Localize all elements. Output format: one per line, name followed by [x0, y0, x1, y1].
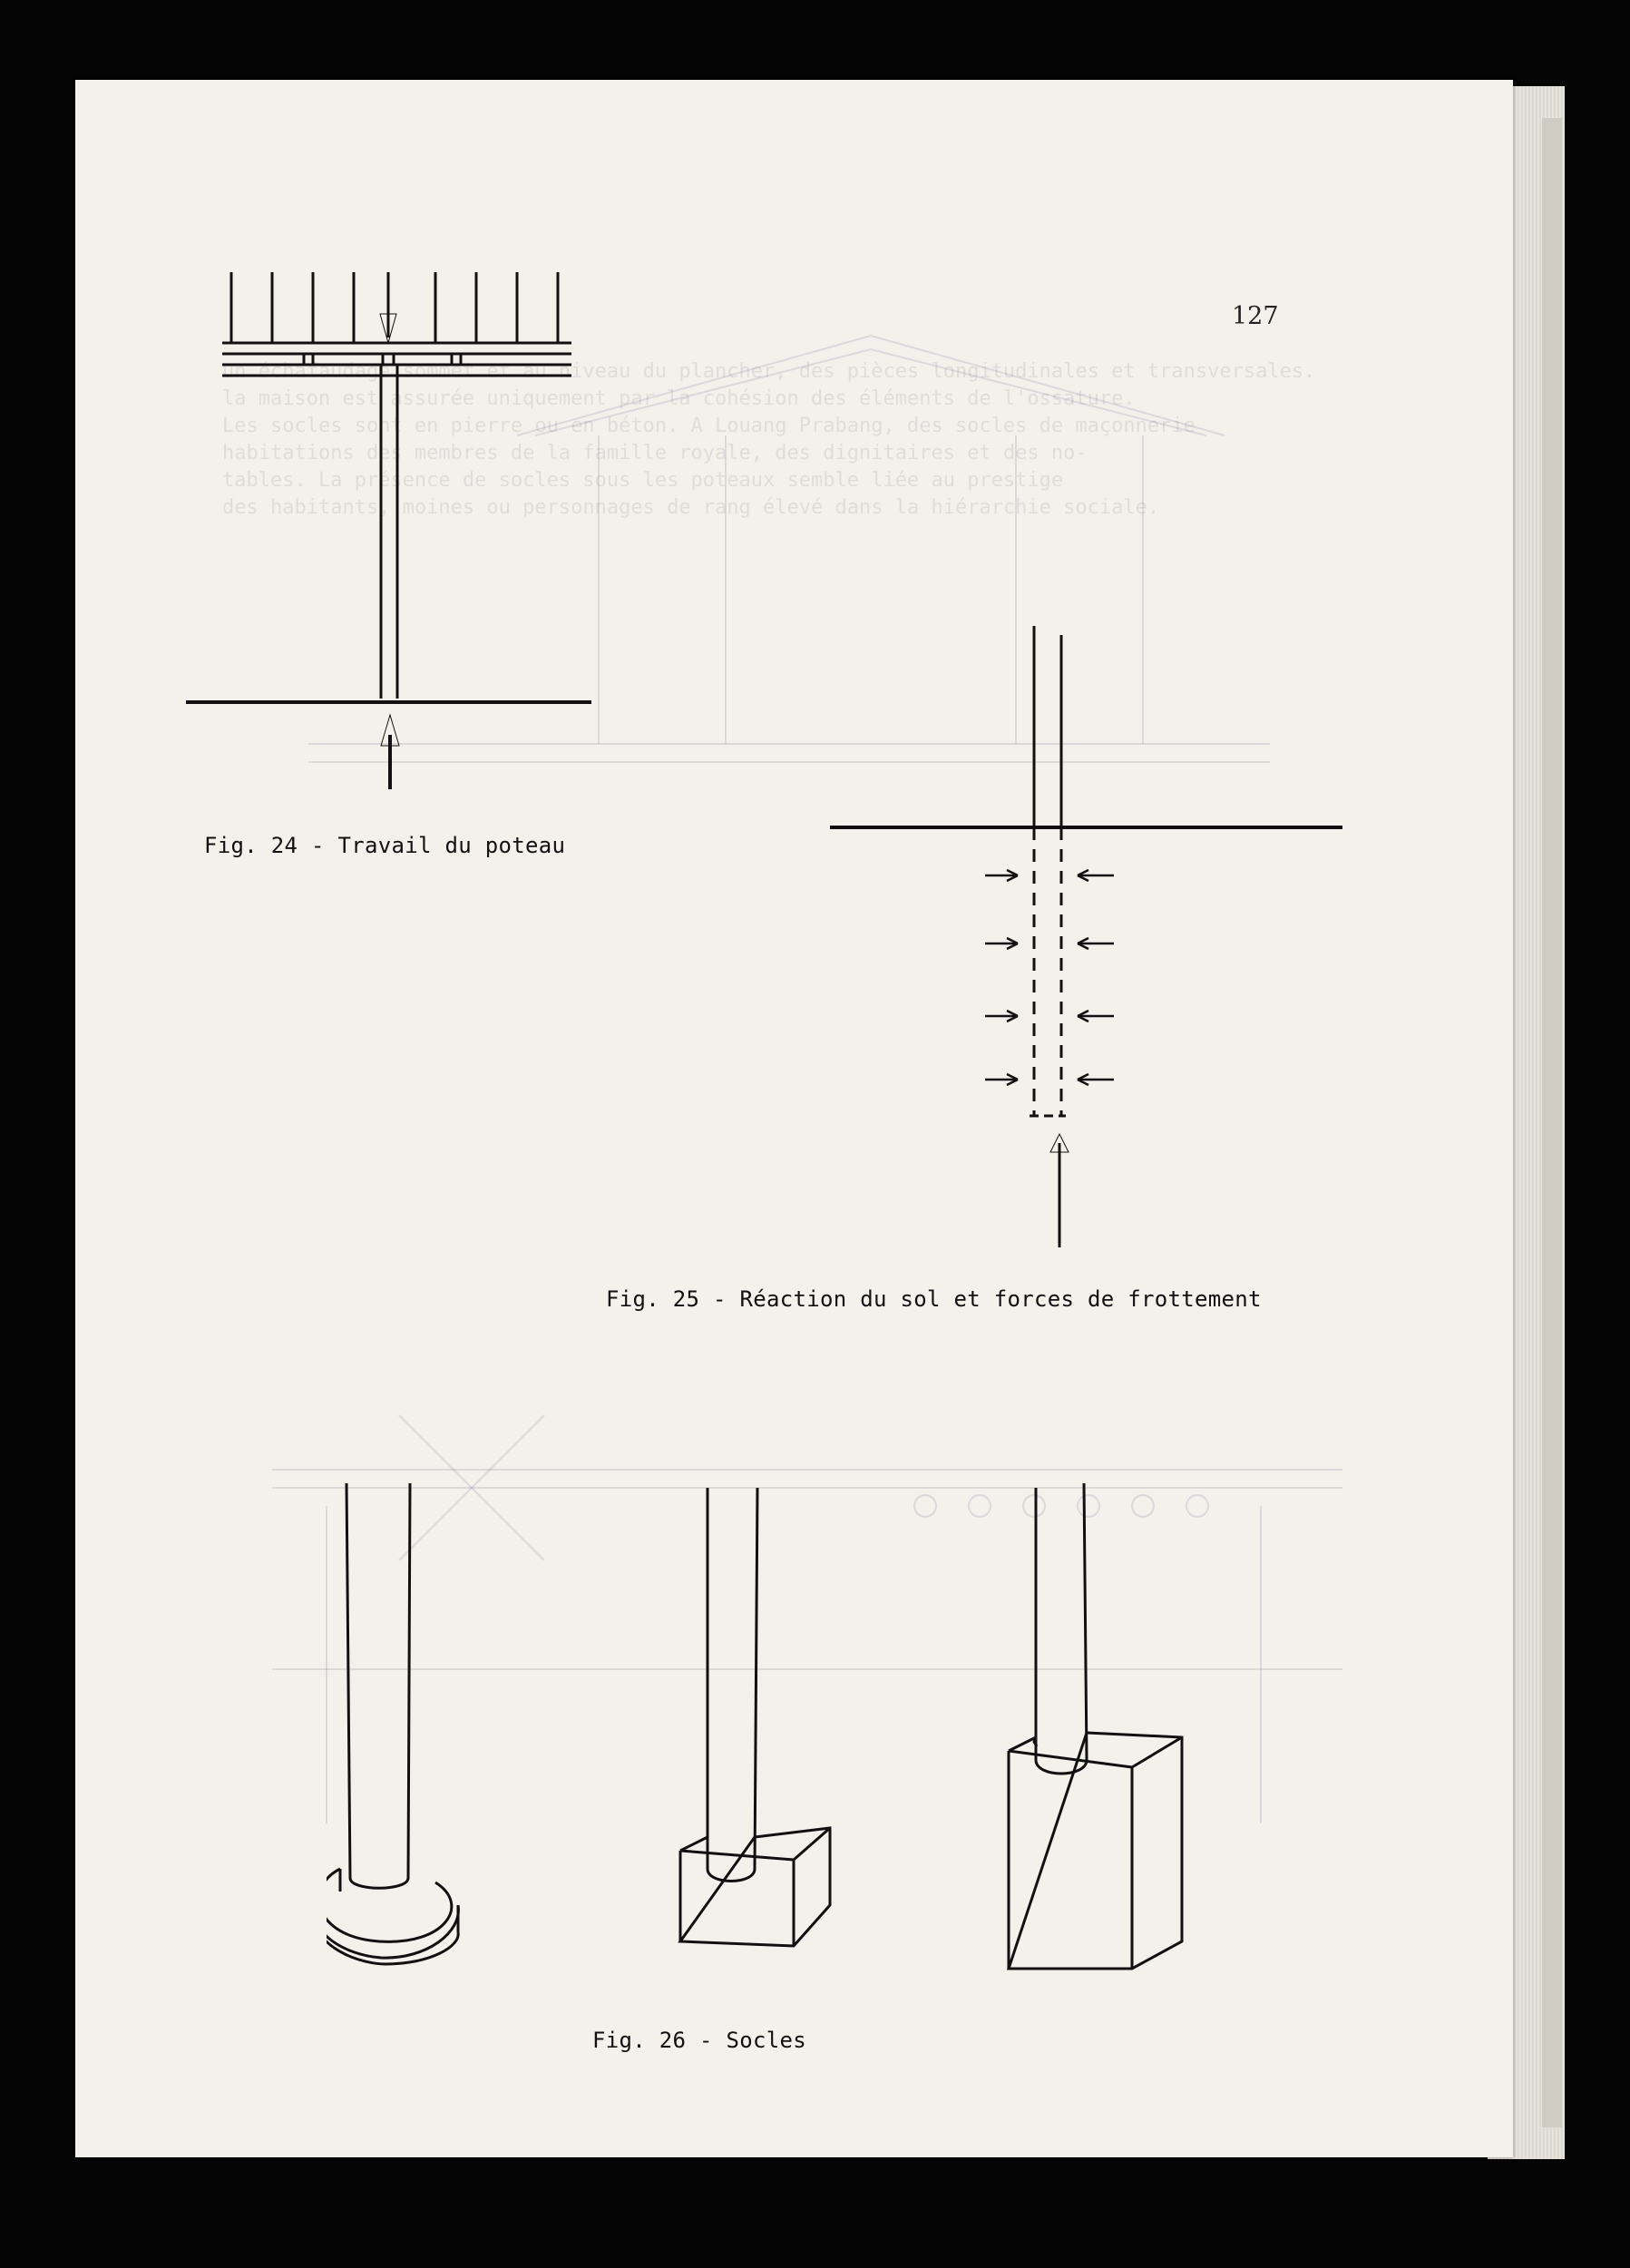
fig26-caption: Fig. 26 - Socles	[592, 2028, 806, 2053]
fig25-drawing	[825, 608, 1352, 1261]
page-edge-shadow	[1542, 118, 1562, 2127]
fig25-caption: Fig. 25 - Réaction du sol et forces de frottement	[606, 1286, 1262, 1312]
fig24-drawing	[181, 263, 608, 844]
fig26-drawing	[327, 1479, 1215, 1987]
page-number: 127	[1232, 302, 1279, 330]
fig24-caption: Fig. 24 - Travail du poteau	[204, 833, 566, 858]
